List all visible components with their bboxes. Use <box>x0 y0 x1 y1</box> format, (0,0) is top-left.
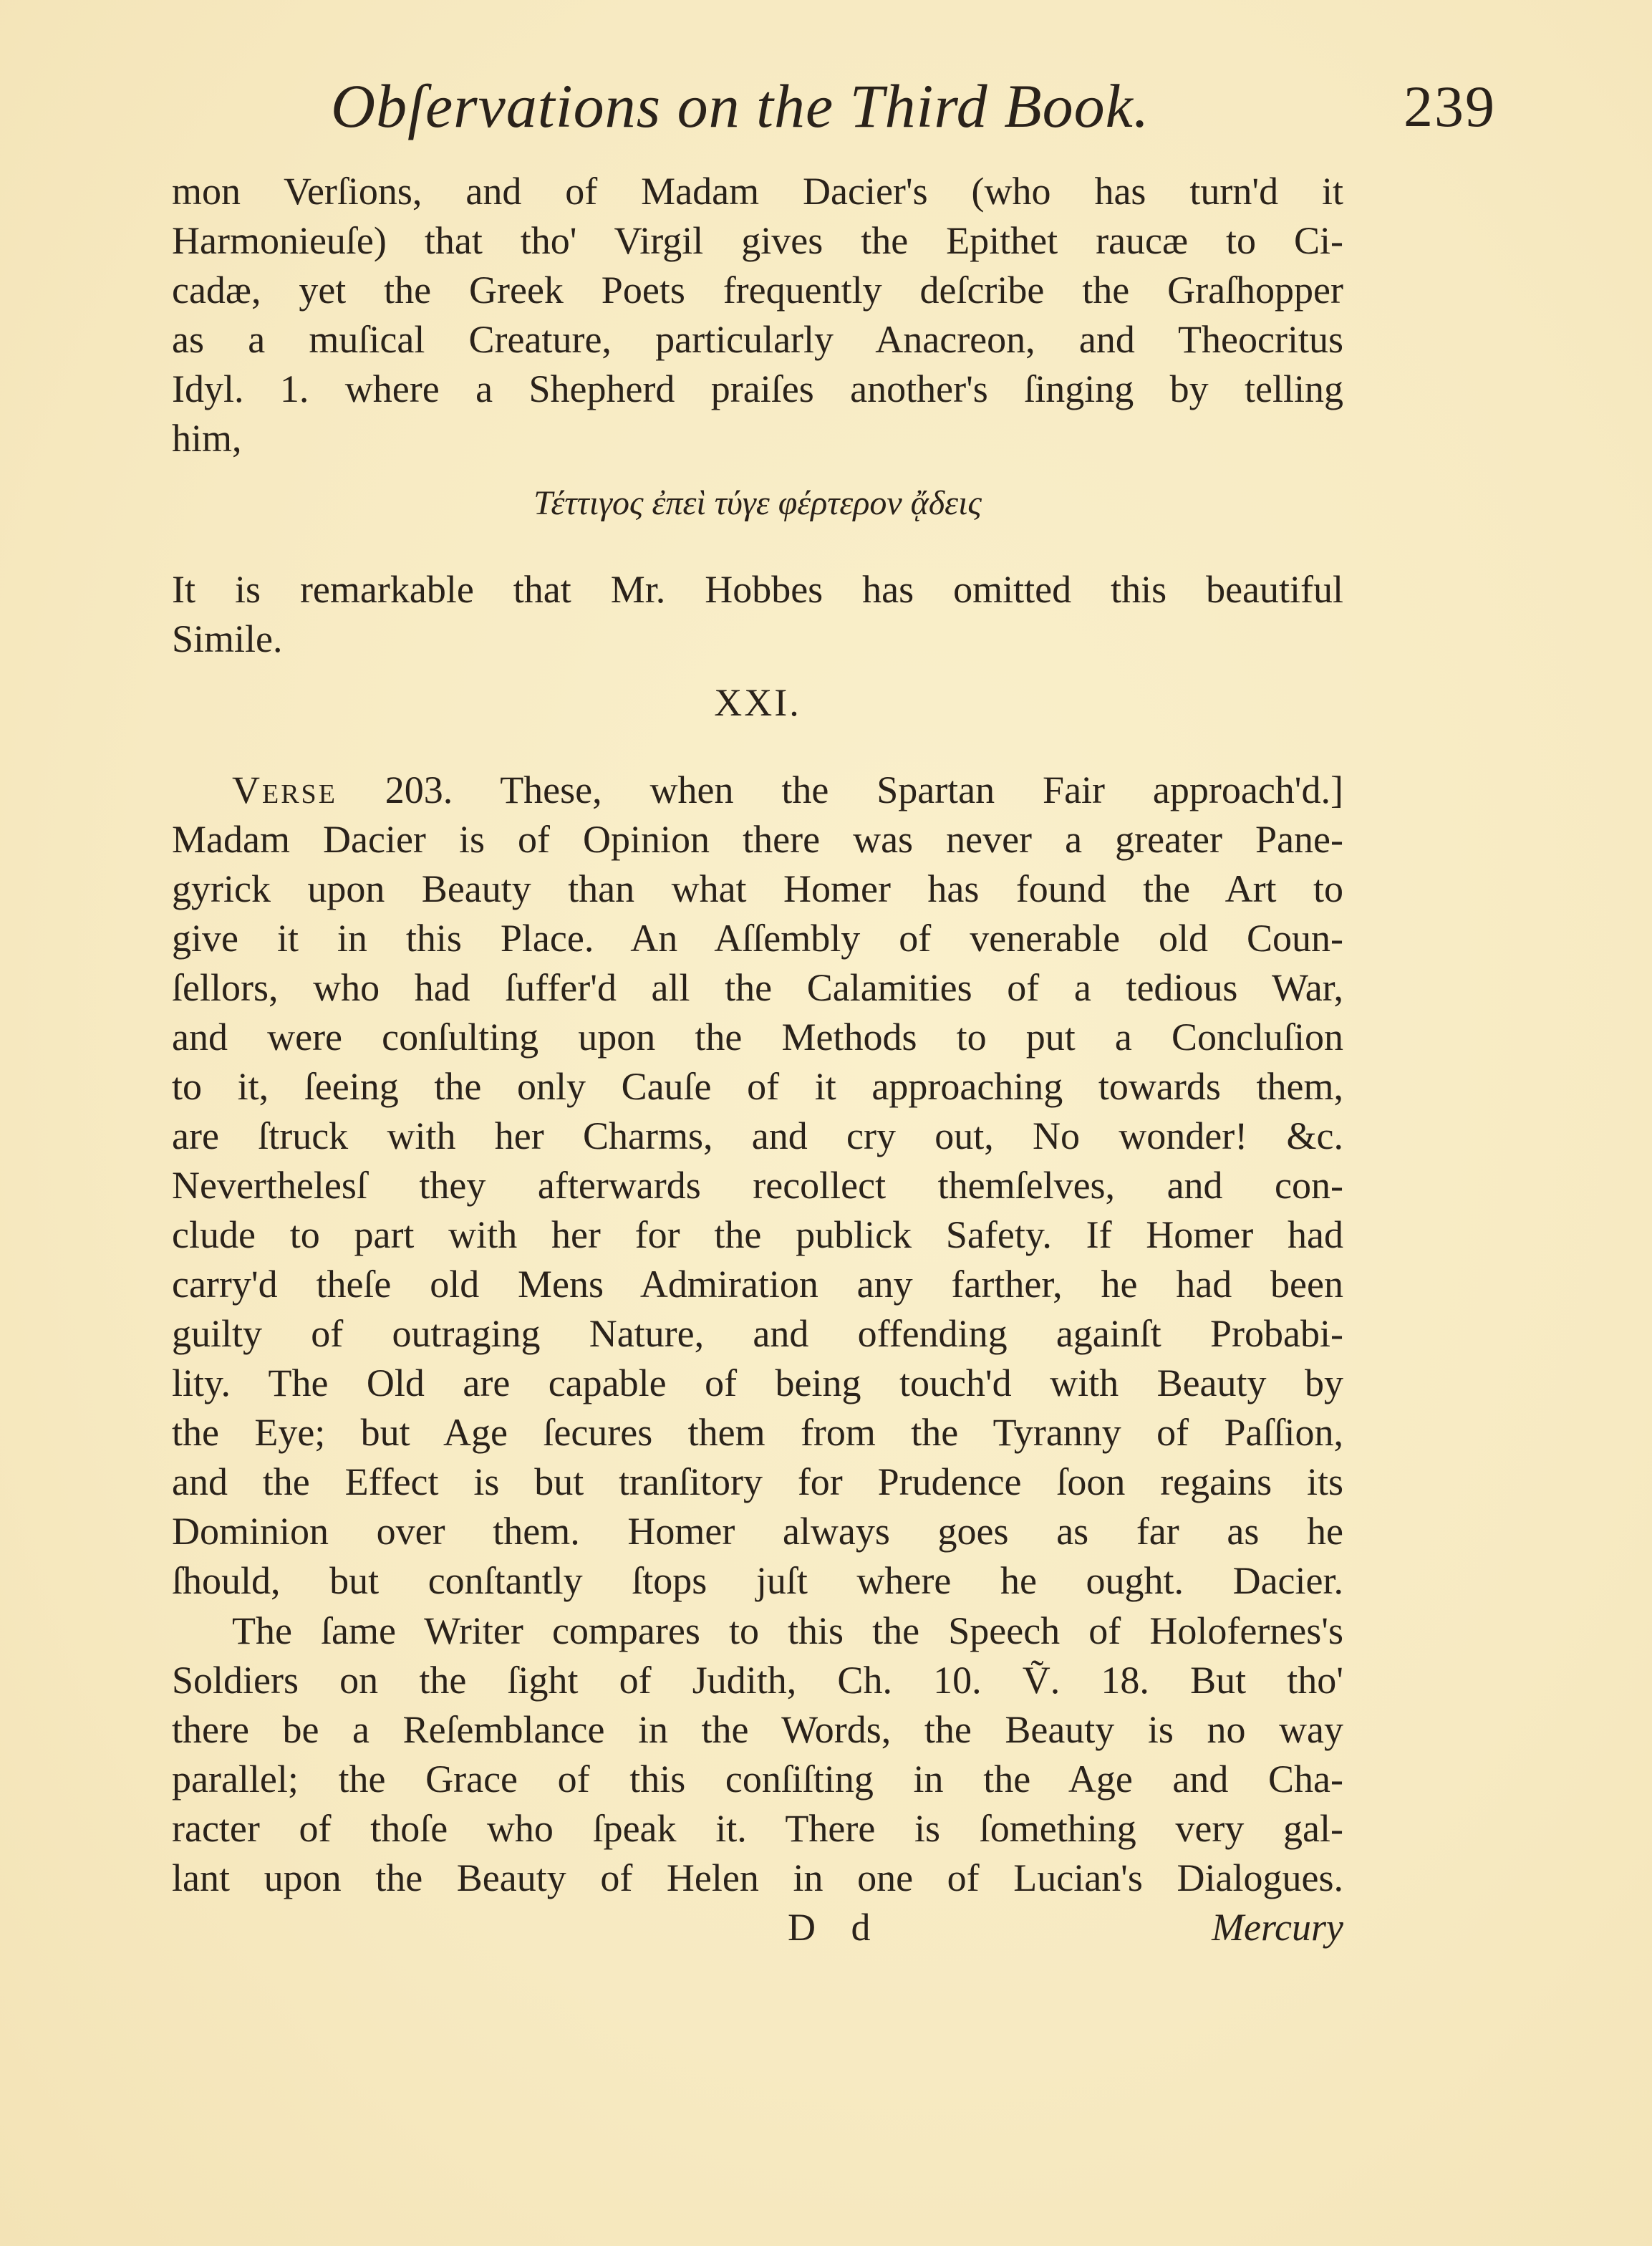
paragraph4-line: there be a Reſemblance in the Words, the Beauty is no way <box>172 1708 1343 1751</box>
verse-note-line: and the Effect is but tranſitory for Prudence ſoon regains its <box>172 1460 1343 1503</box>
verse-note-line: ſellors, who had ſuffer'd all the Calamities of a tedious War, <box>172 966 1343 1009</box>
page-footer <box>172 1902 1343 1952</box>
verse-note-line: lity. The Old are capable of being touch'd with Beauty by <box>172 1361 1343 1404</box>
verse-note-line: give it in this Place. An Aſſembly of venerable old Coun- <box>172 917 1343 960</box>
verse-note-line: guilty of outraging Nature, and offending againſt Probabi- <box>172 1312 1343 1355</box>
paragraph1-line: him, <box>172 417 242 460</box>
verse-note-line: carry'd theſe old Mens Admiration any farther, he had been <box>172 1263 1343 1306</box>
verse-lead-rest: 203. These, when the Spartan Fair approach'd.] <box>337 768 1343 811</box>
paragraph4-line: lant upon the Beauty of Helen in one of Lucian's Dialogues. <box>172 1856 1343 1899</box>
running-title: Obſervations on the Third Book. <box>331 72 1150 140</box>
greek-quotation: Τέττιγος ἐπεὶ τύγε φέρτερον ᾄδεις <box>533 484 982 522</box>
printer-signature: D d <box>788 1906 884 1949</box>
verse-note-line: are ſtruck with her Charms, and cry out, No wonder! &c. <box>172 1114 1343 1157</box>
verse-note-line: clude to part with her for the publick Safety. If Homer had <box>172 1213 1343 1256</box>
verse-note-line: the Eye; but Age ſecures them from the Tyranny of Paſſion, <box>172 1411 1343 1454</box>
verse-note-lead <box>232 765 1343 815</box>
section-number: XXI. <box>714 681 801 724</box>
paragraph4-line: The ſame Writer compares to this the Speech of Holofernes's <box>232 1609 1343 1652</box>
paragraph2-line: It is remarkable that Mr. Hobbes has omitted this beautiful <box>172 568 1343 611</box>
paragraph1-line: mon Verſions, and of Madam Dacier's (who has turn'd it <box>172 170 1343 213</box>
verse-note-line: Dominion over them. Homer always goes as far as he <box>172 1510 1343 1553</box>
paragraph1-line: Idyl. 1. where a Shepherd praiſes another's ſinging by telling <box>172 367 1343 410</box>
running-head <box>0 70 1652 149</box>
paragraph1-line: as a muſical Creature, particularly Anacreon, and Theocritus <box>172 318 1343 361</box>
paragraph4-line: parallel; the Grace of this conſiſting in the Age and Cha- <box>172 1758 1343 1801</box>
paragraph4-line: racter of thoſe who ſpeak it. There is ſomething very gal- <box>172 1807 1343 1850</box>
paragraph1-line: cadæ, yet the Greek Poets frequently deſcribe the Graſhopper <box>172 269 1343 312</box>
verse-note-line: gyrick upon Beauty than what Homer has found the Art to <box>172 867 1343 910</box>
page-number: 239 <box>1404 74 1496 139</box>
catchword: Mercury <box>1212 1906 1343 1949</box>
verse-note-line: and were conſulting upon the Methods to put a Concluſion <box>172 1016 1343 1059</box>
verse-note-line: ſhould, but conſtantly ſtops juſt where he ought. Dacier. <box>172 1559 1343 1602</box>
verse-note-line: Madam Dacier is of Opinion there was never a greater Pane- <box>172 818 1343 861</box>
paragraph2-line: Simile. <box>172 617 283 660</box>
verse-note-line: Neverthelesſ they afterwards recollect themſelves, and con- <box>172 1164 1343 1207</box>
verse-lead-word: Verse <box>232 768 337 811</box>
verse-note-line: to it, ſeeing the only Cauſe of it approaching towards them, <box>172 1065 1343 1108</box>
paragraph1-line: Harmonieuſe) that tho' Virgil gives the Epithet raucæ to Ci- <box>172 219 1343 262</box>
paragraph4-line: Soldiers on the ſight of Judith, Ch. 10. Ṽ. 18. But tho' <box>172 1659 1343 1702</box>
